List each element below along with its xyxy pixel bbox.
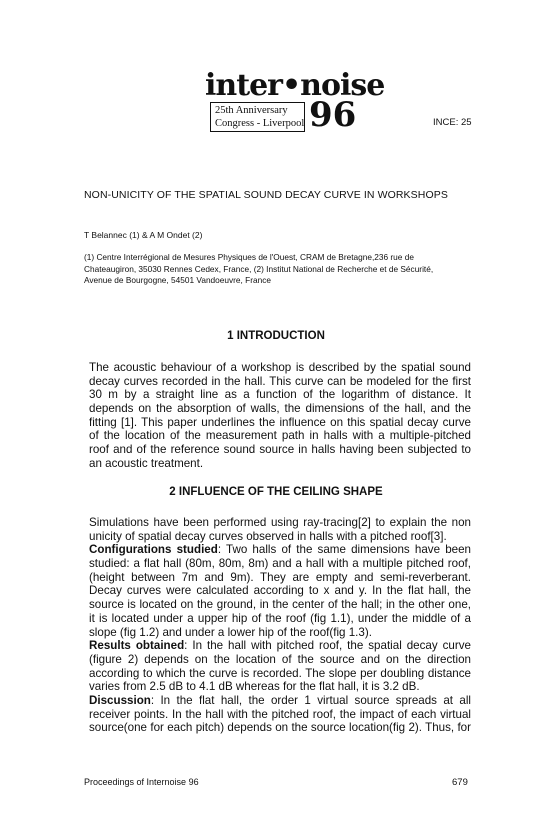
line-text: (height between 7m and 9m). They are empty and semi-reverberant. <box>89 570 471 584</box>
text-line: roof and of the reference sound source in halls having been subjected to <box>89 443 471 457</box>
introduction-paragraph <box>89 361 471 471</box>
line-text: according to which the curve is recorded. The slope per doubling distance <box>89 666 471 680</box>
line-text: receiver points. In the hall with the pitched roof, the impact of each virtual <box>89 707 471 721</box>
bold-lead-in: Configurations studied <box>89 543 218 557</box>
line-text: varies from 2.5 dB to 4.1 dB whereas for the flat hall, it is 3.2 dB. <box>89 680 420 694</box>
text-line <box>89 680 471 694</box>
text-line <box>89 530 471 544</box>
logo-box-line-2: Congress - Liverpool <box>215 118 305 129</box>
ceiling-shape-paragraphs <box>89 516 471 735</box>
page-number: 679 <box>452 777 468 788</box>
logo-anniversary-box <box>210 102 305 132</box>
author-affiliations <box>84 252 484 287</box>
text-line <box>89 571 471 585</box>
line-text: : Two halls of the same dimensions have been <box>217 543 471 557</box>
logo-box-line-1: 25th Anniversary <box>215 105 288 116</box>
line-text: it is located under a upper hip of the roof (fig 1.1), under the middle of a <box>89 611 471 625</box>
line-text: Decay curves were calculated according to x and y. In the flat hall, the <box>89 584 471 598</box>
paper-authors: T Belannec (1) & A M Ondet (2) <box>84 230 203 240</box>
bold-lead-in: Results obtained <box>89 639 185 653</box>
logo-year: 96 <box>309 95 357 135</box>
line-text: (figure 2) depends on the location of the source and on the direction <box>89 652 471 666</box>
affiliation-line: Chateaugiron, 35030 Rennes Cedex, France, (2) Institut National de Recherche et de Sécurité, <box>84 263 434 274</box>
footer-proceedings: Proceedings of Internoise 96 <box>84 777 199 787</box>
text-line <box>89 639 471 653</box>
text-line <box>89 557 471 571</box>
line-text: Simulations have been performed using ray-tracing[2] to explain the non <box>89 516 471 529</box>
text-line: an acoustic treatment. <box>89 456 204 470</box>
line-text: slope (fig 1.2) and under a lower hip of the roof(fig 1.3). <box>89 625 372 639</box>
bold-lead-in: Discussion <box>89 693 151 707</box>
text-line <box>89 612 471 626</box>
line-text: : In the hall with pitched roof, the spatial decay curve <box>184 639 471 653</box>
text-line <box>89 667 471 681</box>
text-line: The acoustic behaviour of a workshop is described by the spatial sound <box>89 361 471 374</box>
text-line <box>89 626 471 640</box>
line-text: source(one for each pitch) depends on the source location(fig 2). Thus, for <box>89 721 471 735</box>
text-line: depends on the absorption of walls, the dimensions of the hall, and the <box>89 402 471 416</box>
text-line: 30 m by a straight line as a function of the logarithm of distance. It <box>89 388 471 402</box>
section-heading-ceiling-shape: 2 INFLUENCE OF THE CEILING SHAPE <box>169 486 383 498</box>
text-line <box>89 584 471 598</box>
text-line <box>89 721 471 735</box>
conference-logo <box>205 68 385 135</box>
affiliation-line: (1) Centre Interrégional de Mesures Physiques de l'Ouest, CRAM de Bretagne,236 rue de <box>84 252 414 262</box>
text-line <box>89 543 471 557</box>
text-line <box>89 653 471 667</box>
line-text: studied: a flat hall (80m, 80m, 8m) and a hall with a multiple pitched roof, <box>89 557 471 571</box>
section-heading-introduction: 1 INTRODUCTION <box>227 330 325 342</box>
line-text: source is located on the ground, in the center of the hall; in the other one, <box>89 598 471 612</box>
paper-reference: INCE: 25 <box>433 117 472 128</box>
logo-wordmark: inter•noise <box>205 68 385 103</box>
text-line <box>89 708 471 722</box>
line-text: unicity of spatial decay curves observed in halls with a pitched roof[3]. <box>89 529 447 543</box>
text-line <box>89 516 471 530</box>
text-line <box>89 598 471 612</box>
text-line: decay curves recorded in the hall. This curve can be modeled for the first <box>89 374 471 388</box>
line-text: : In the flat hall, the order 1 virtual source spreads at all <box>150 693 471 707</box>
text-line: fitting [1]. This paper underlines the influence on this spatial decay curve <box>89 415 471 429</box>
affiliation-line: Avenue de Bourgogne, 54501 Vandoeuvre, France <box>84 275 271 285</box>
text-line <box>89 694 471 708</box>
paper-title: NON-UNICITY OF THE SPATIAL SOUND DECAY CURVE IN WORKSHOPS <box>84 189 448 201</box>
text-line: of the location of the measurement path in halls with a multiple-pitched <box>89 429 471 443</box>
